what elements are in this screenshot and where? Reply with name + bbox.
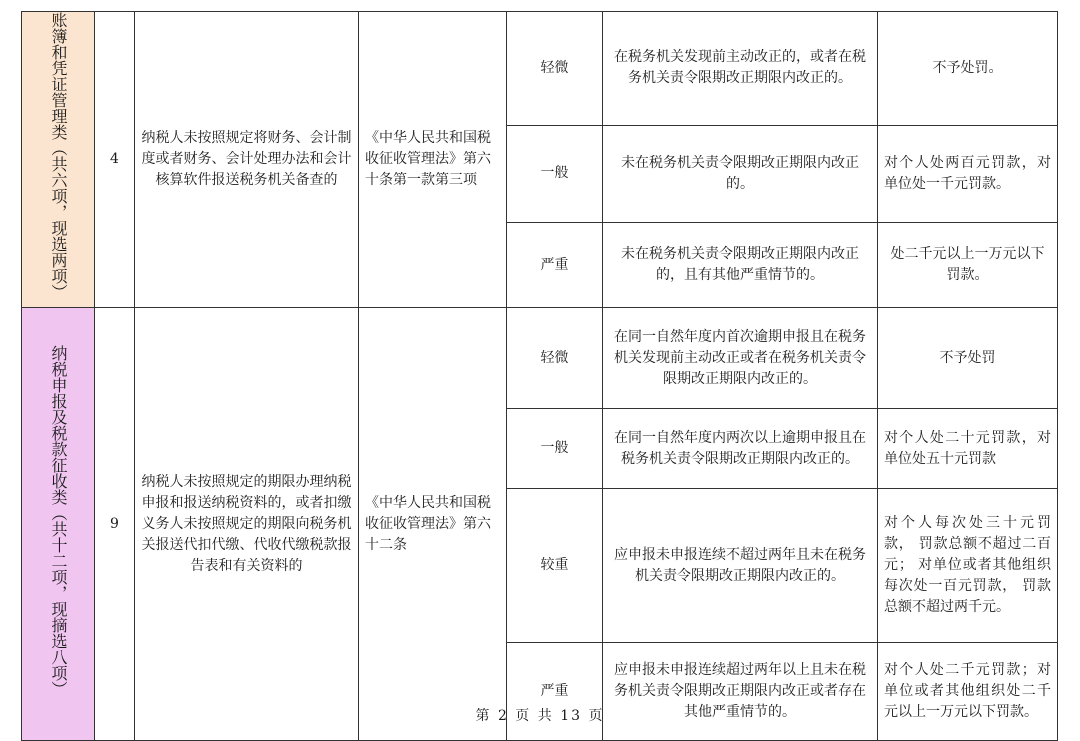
circumstance: 未在税务机关责令限期改正期限内改正的，且有其他严重情节的。	[603, 223, 878, 308]
page-number: 第 2 页 共 13 页	[475, 708, 605, 724]
severity-level: 轻微	[507, 308, 603, 409]
table-row	[22, 308, 1058, 409]
item-number: 4	[95, 12, 135, 308]
penalty: 处二千元以上一万元以下罚款。	[878, 223, 1058, 308]
penalty: 对个人处二十元罚款，对单位处五十元罚款	[878, 409, 1058, 489]
table-row	[22, 12, 1058, 126]
circumstance: 在税务机关发现前主动改正的，或者在税务机关责令限期改正期限内改正的。	[603, 12, 878, 126]
circumstance: 应申报未申报连续不超过两年且未在税务机关责令限期改正期限内改正的。	[603, 489, 878, 643]
severity-level: 一般	[507, 409, 603, 489]
circumstance: 应申报未申报连续超过两年以上且未在税务机关责令限期改正期限内改正或者存在其他严重情节的。	[603, 643, 878, 741]
category-cell	[22, 308, 95, 741]
violation-description: 纳税人未按照规定将财务、会计制度或者财务、会计处理办法和会计核算软件报送税务机关备查的	[135, 12, 359, 308]
category-cell	[22, 12, 95, 308]
legal-basis: 《中华人民共和国税收征收管理法》第六十条第一款第三项	[359, 12, 507, 308]
circumstance: 在同一自然年度内首次逾期申报且在税务机关发现前主动改正或者在税务机关责令限期改正期限内改正的。	[603, 308, 878, 409]
penalty: 不予处罚。	[878, 12, 1058, 126]
penalty: 对个人处二千元罚款；对单位或者其他组织处二千元以上一万元以下罚款。	[878, 643, 1058, 741]
legal-basis: 《中华人民共和国税收征收管理法》第六十二条	[359, 308, 507, 741]
penalty: 对个人每次处三十元罚款， 罚款总额不超过二百元； 对单位或者其他组织每次处一百元罚款， 罚款总额不超过两千元。	[878, 489, 1058, 643]
severity-level: 一般	[507, 125, 603, 222]
category-label: 账簿和凭证管理类（共六项，现选两项）	[49, 12, 68, 300]
penalty: 不予处罚	[878, 308, 1058, 409]
severity-level: 轻微	[507, 12, 603, 126]
circumstance: 在同一自然年度内两次以上逾期申报且在税务机关责令限期改正期限内改正的。	[603, 409, 878, 489]
violation-description: 纳税人未按照规定的期限办理纳税申报和报送纳税资料的，或者扣缴义务人未按照规定的期限向税务机关报送代扣代缴、代收代缴税款报告表和有关资料的	[135, 308, 359, 741]
severity-level: 较重	[507, 489, 603, 643]
penalty: 对个人处两百元罚款，对单位处一千元罚款。	[878, 125, 1058, 222]
severity-level: 严重	[507, 643, 603, 741]
circumstance: 未在税务机关责令限期改正期限内改正的。	[603, 125, 878, 222]
category-label: 纳税申报及税款征收类（共十二项，现摘选八项）	[49, 344, 68, 697]
item-number: 9	[95, 308, 135, 741]
severity-level: 严重	[507, 223, 603, 308]
penalty-standards-table	[21, 11, 1058, 741]
